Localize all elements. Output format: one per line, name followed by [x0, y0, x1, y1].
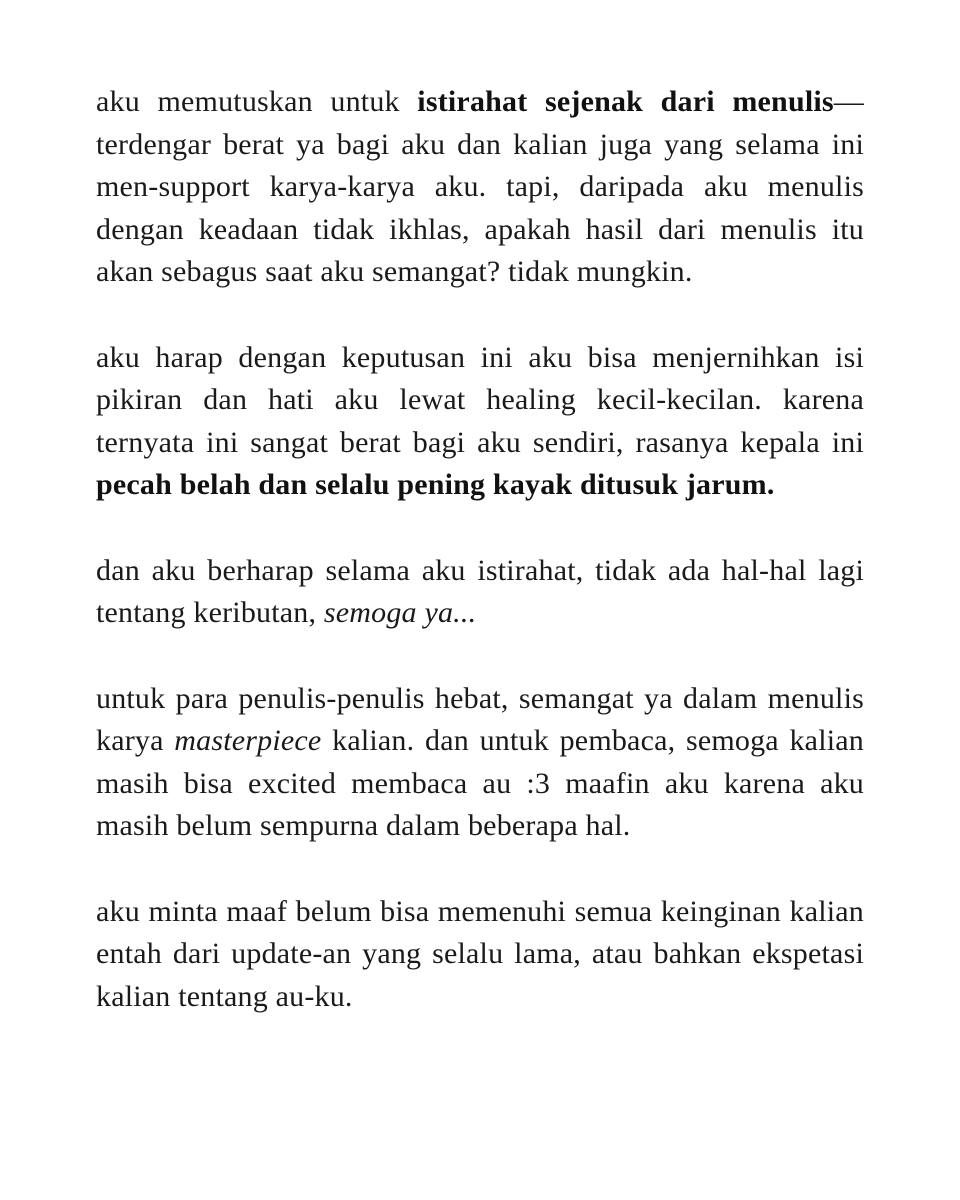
- paragraph-4-text-continued: kalian. dan untuk pembaca, semoga kalian masih bisa excited membaca au :3 maafin aku karena aku masih belum sempurna dalam beberapa hal.: [96, 724, 864, 842]
- paragraph-1-text: aku memutuskan untuk: [96, 85, 418, 118]
- paragraph-4-text: untuk para penulis-penulis hebat, semangat ya dalam menulis karya: [96, 681, 864, 757]
- paragraph-4-italic-text: masterpiece: [174, 724, 322, 757]
- paragraph-3-italic-text: semoga ya...: [323, 596, 477, 629]
- paragraph-2-bold-text: pecah belah dan selalu pening kayak ditusuk jarum.: [96, 468, 775, 501]
- paragraph-3: [96, 550, 864, 635]
- paragraph-3-text: dan aku berharap selama aku istirahat, tidak ada hal-hal lagi tentang keributan,: [96, 553, 864, 629]
- paragraph-5: [96, 891, 864, 1019]
- paragraph-5-text: aku minta maaf belum bisa memenuhi semua keinginan kalian entah dari update-an yang selalu lama, atau bahkan ekspetasi kalian tentang au-ku.: [96, 894, 864, 1013]
- paragraph-1-text-continued: — terdengar berat ya bagi aku dan kalian juga yang selama ini men-support karya-karya aku. tapi, daripada aku menulis dengan keadaan tidak ikhlas, apakah hasil dari menulis itu akan sebagus saat aku semangat? tidak mungkin.: [96, 85, 864, 288]
- paragraph-2: [96, 337, 864, 507]
- paragraph-4: [96, 678, 864, 848]
- paragraph-2-text: aku harap dengan keputusan ini aku bisa menjernihkan isi pikiran dan hati aku lewat healing kecil-kecilan. karena ternyata ini sangat berat bagi aku sendiri, rasanya kepala ini: [96, 340, 864, 459]
- paragraph-1: [96, 81, 864, 294]
- paragraph-1-bold-text: istirahat sejenak dari menulis: [417, 85, 834, 118]
